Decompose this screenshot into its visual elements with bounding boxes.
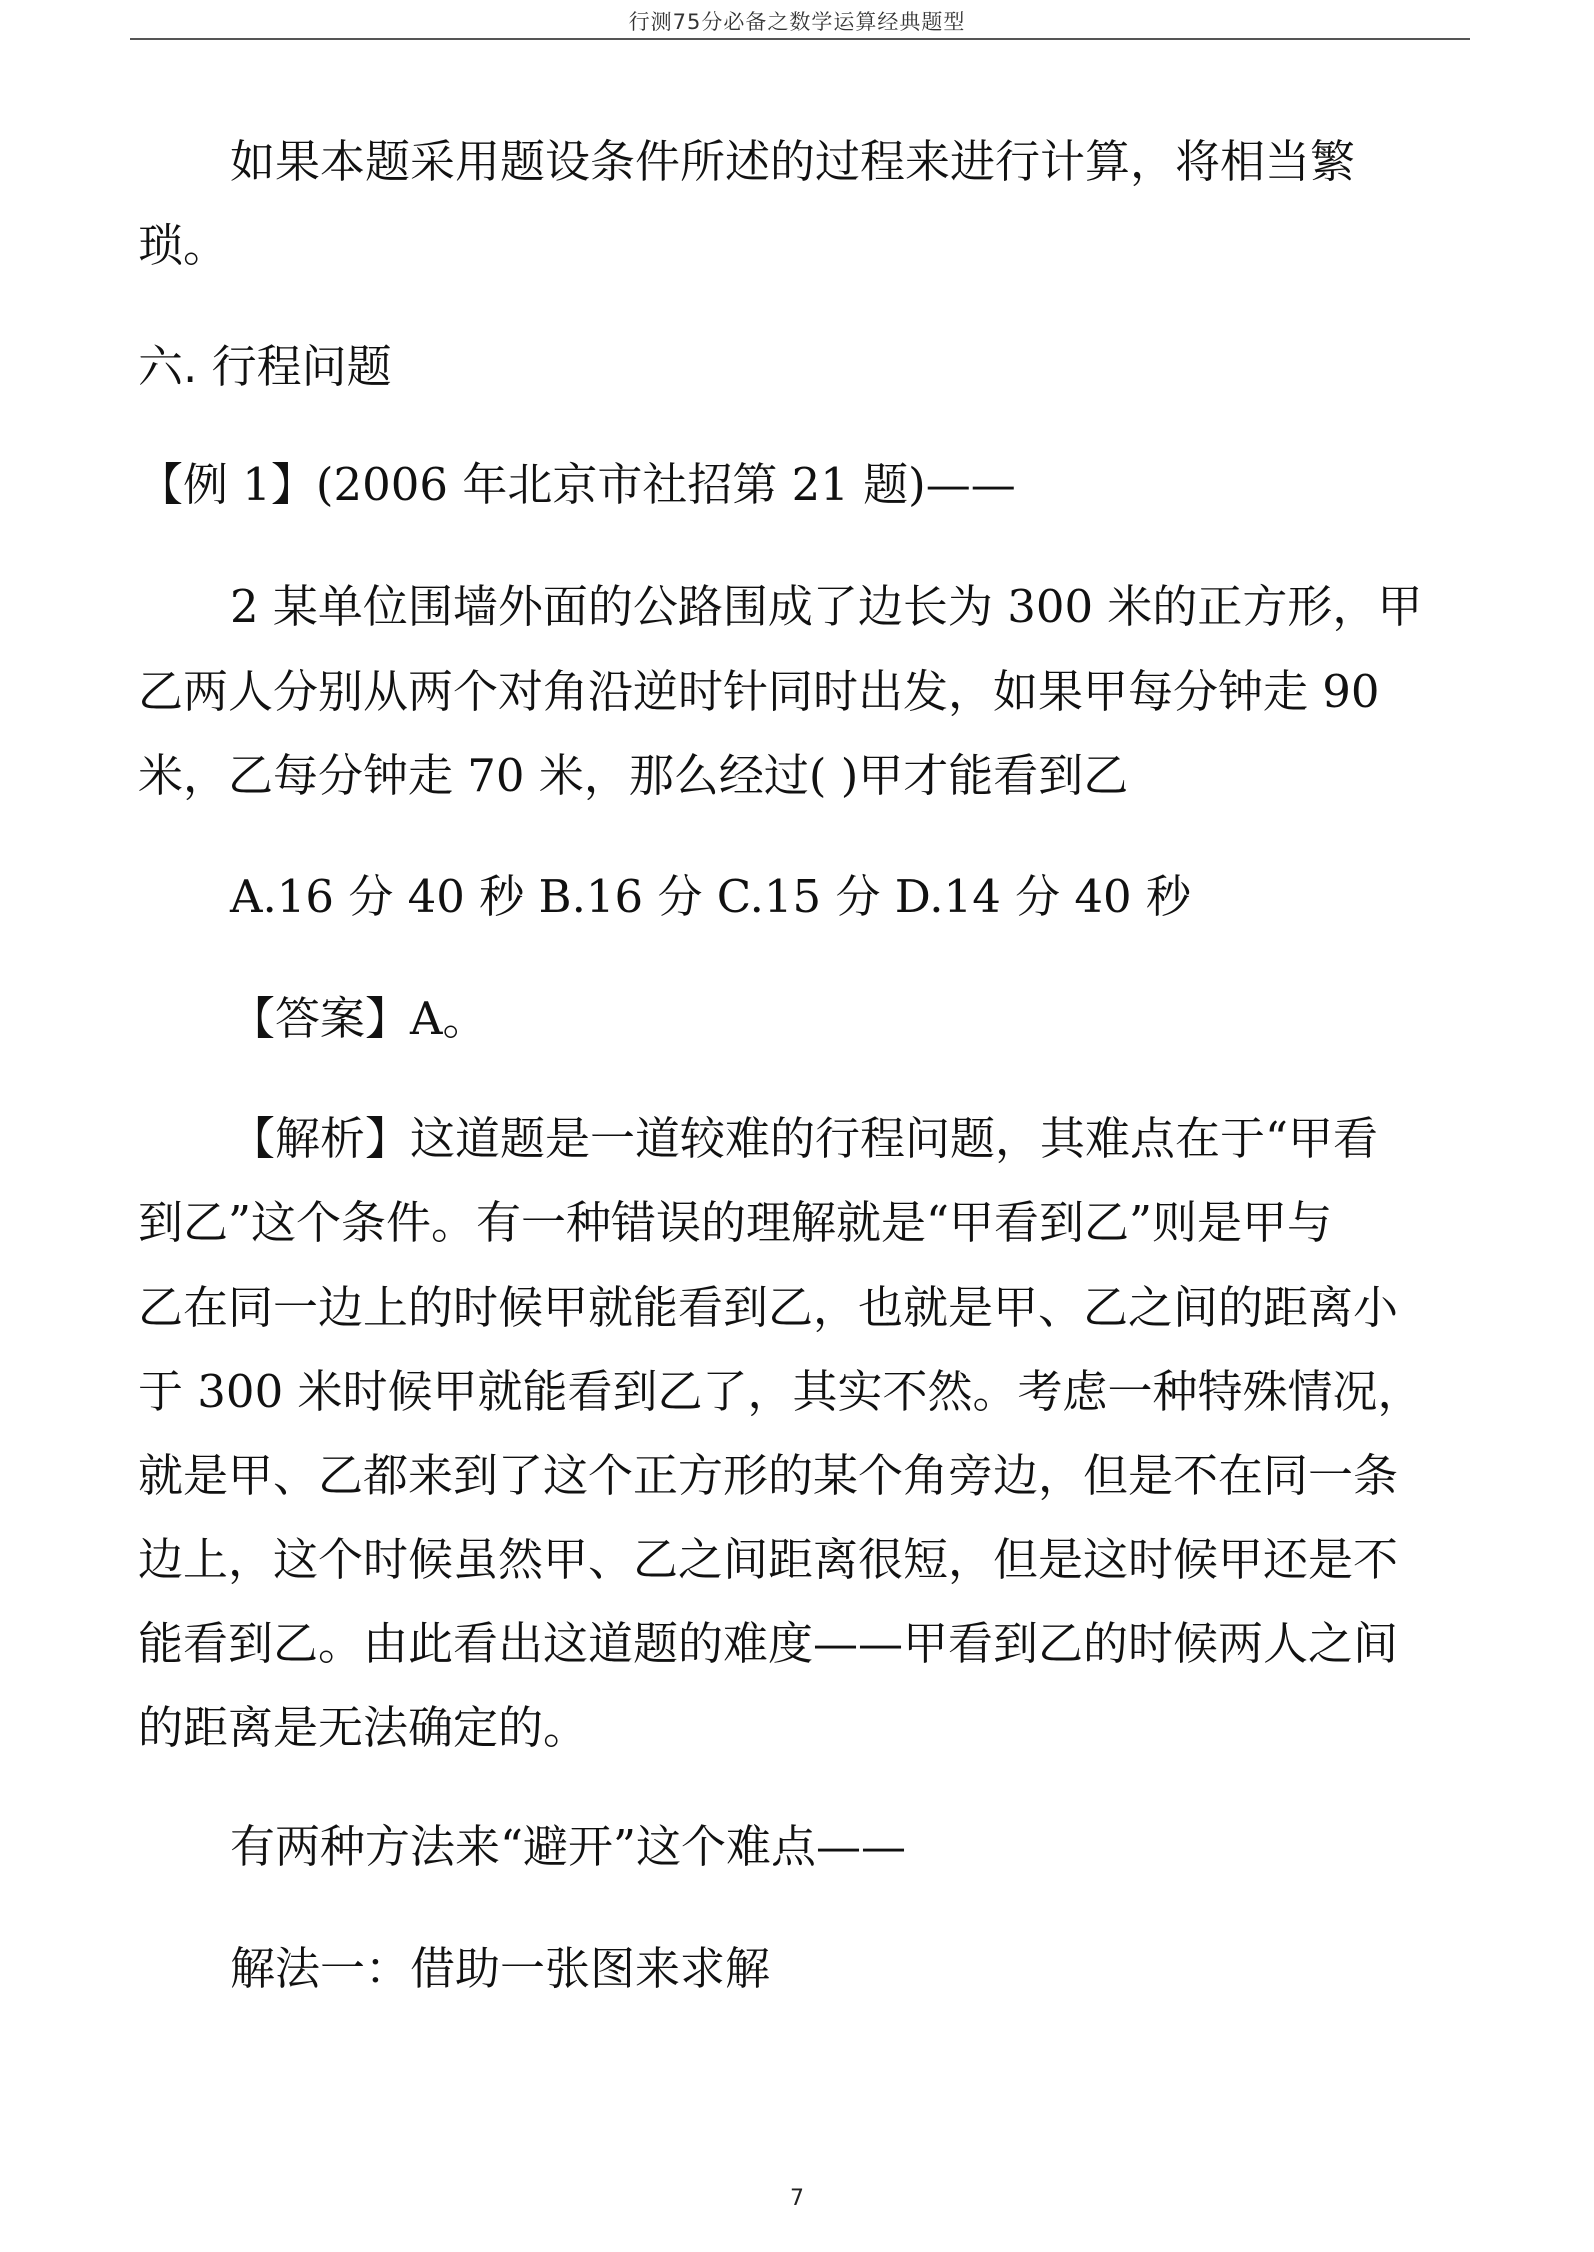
analysis-line-3: 乙在同一边上的时候甲就能看到乙，也就是甲、乙之间的距离小 — [138, 1281, 1399, 1334]
question-line-2: 乙两人分别从两个对角沿逆时针同时出发，如果甲每分钟走 90 — [138, 665, 1380, 718]
running-header: 行测75分必备之数学运算经典题型 — [628, 10, 966, 34]
analysis-line-4: 于 300 米时候甲就能看到乙了，其实不然。考虑一种特殊情况， — [138, 1365, 1423, 1418]
intro-line-2: 琐。 — [138, 219, 229, 272]
question-line-3: 米，乙每分钟走 70 米，那么经过( )甲才能看到乙 — [138, 749, 1129, 802]
intro-line-1: 如果本题采用题设条件所述的过程来进行计算，将相当繁 — [230, 135, 1356, 188]
analysis-line-5: 就是甲、乙都来到了这个正方形的某个角旁边，但是不在同一条 — [138, 1449, 1399, 1502]
page-number: 7 — [790, 2186, 804, 2211]
method-one: 解法一：借助一张图来求解 — [230, 1942, 771, 1995]
analysis-line-7: 能看到乙。由此看出这道题的难度——甲看到乙的时候两人之间 — [138, 1617, 1399, 1670]
section-heading: 六. 行程问题 — [138, 340, 392, 393]
question-line-1: 2 某单位围墙外面的公路围成了边长为 300 米的正方形，甲 — [230, 580, 1423, 633]
header-divider — [130, 38, 1470, 40]
answer: 【答案】A。 — [230, 992, 488, 1045]
analysis-line-8: 的距离是无法确定的。 — [138, 1701, 589, 1754]
answer-options: A.16 分 40 秒 B.16 分 C.15 分 D.14 分 40 秒 — [230, 870, 1191, 923]
example-label: 【例 1】(2006 年北京市社招第 21 题)—— — [138, 458, 1016, 511]
analysis-line-2: 到乙”这个条件。有一种错误的理解就是“甲看到乙”则是甲与 — [138, 1196, 1333, 1249]
analysis-line-6: 边上，这个时候虽然甲、乙之间距离很短，但是这时候甲还是不 — [138, 1533, 1399, 1586]
analysis-line-1: 【解析】这道题是一道较难的行程问题，其难点在于“甲看 — [230, 1112, 1379, 1165]
methods-intro: 有两种方法来“避开”这个难点—— — [230, 1820, 907, 1873]
